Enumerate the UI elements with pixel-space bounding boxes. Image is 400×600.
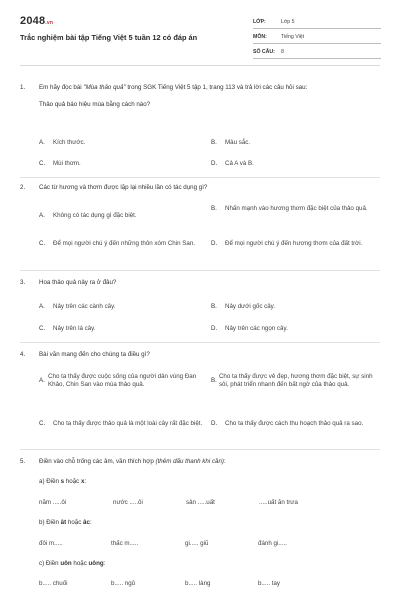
meta-value: Lớp 5: [281, 18, 295, 25]
logo-main: 2048: [20, 15, 46, 27]
logo-suffix: .vn: [45, 20, 54, 26]
question-3: [20, 279, 380, 287]
meta-row-class: [253, 14, 381, 29]
fill-part-a-label: a) Điền s hoặc x:: [39, 478, 87, 485]
option-letter: A.: [39, 139, 45, 146]
fill-part-b-label: b) Điền ât hoặc âc:: [39, 519, 92, 526]
book-title: "Mùa thảo quả": [83, 84, 126, 91]
meta-value: Tiếng Việt: [281, 33, 305, 40]
option-c[interactable]: C. Cho ta thấy được thảo quả là một loài cây rất đặc biệt.: [39, 420, 203, 427]
header-divider: [20, 65, 380, 66]
question-number: 3.: [20, 279, 26, 286]
question-number: 2.: [20, 184, 26, 191]
question-2: [20, 184, 380, 192]
question-stem: Điền vào chỗ trống các âm, vần thích hợp (thêm dấu thanh khi cần):: [39, 458, 226, 465]
fill-blank-item[interactable]: b..... làng: [185, 580, 211, 587]
question-number: 4.: [20, 351, 26, 358]
option-letter: D.: [211, 160, 218, 167]
question-stem: Em hãy đọc bài "Mùa thảo quả" trong SGK Tiếng Việt 5 tập 1, trang 113 và trả lời các câu hỏi sau:: [39, 84, 308, 91]
fill-blank-item[interactable]: đánh gi.....: [258, 540, 287, 547]
option-d[interactable]: D. Để mọi người chú ý đến hương thơm của đất trời.: [211, 240, 363, 247]
meta-value: 8: [281, 48, 284, 55]
meta-key: MÔN:: [253, 33, 267, 40]
fill-blank-item[interactable]: đôi m.....: [39, 540, 63, 547]
option-letter: C.: [39, 160, 46, 167]
question-divider: [20, 270, 380, 271]
page-title: Trắc nghiệm bài tập Tiếng Việt 5 tuần 12 có đáp án: [20, 33, 198, 42]
fill-blank-item[interactable]: .....uất ăn trưa: [259, 499, 298, 506]
meta-key: LỚP:: [253, 18, 266, 25]
option-b[interactable]: B. Màu sắc.: [211, 139, 251, 146]
fill-blank-item[interactable]: b..... ngủ: [111, 580, 136, 587]
fill-blank-item[interactable]: năm .....ôi: [39, 499, 67, 506]
question-number: 1.: [20, 84, 26, 91]
site-logo[interactable]: [20, 14, 53, 29]
meta-row-count: [253, 44, 381, 59]
option-b[interactable]: B. Cho ta thấy được vẻ đẹp, hương thơm đặc biệt, sự sinh sôi, phát triển nhanh đến bất ngờ của thảo quả.: [211, 373, 373, 389]
fill-blank-item[interactable]: gi..... giũ: [185, 540, 209, 547]
fill-blank-item[interactable]: b..... chuối: [39, 580, 68, 587]
fill-part-c-label: c) Điền uôn hoặc uông:: [39, 560, 106, 567]
option-d[interactable]: D. Cho ta thấy được cách thu hoạch thảo quả ra sao.: [211, 420, 364, 427]
question-stem: Bài văn mang đến cho chúng ta điều gì?: [39, 351, 150, 358]
option-c[interactable]: C. Nảy trên lá cây.: [39, 325, 96, 332]
meta-key: SỐ CÂU:: [253, 48, 275, 55]
option-b[interactable]: B. Nhấn mạnh vào hương thơm đặc biệt của thảo quả.: [211, 205, 368, 212]
question-number: 5.: [20, 458, 26, 465]
option-a[interactable]: A. Cho ta thấy được cuộc sống của người dân vùng Đan Khảo, Chin San vào mùa thảo quả.: [39, 373, 197, 389]
option-c[interactable]: C. Để mọi người chú ý đến những thôn xóm Chin San.: [39, 240, 196, 247]
question-divider: [20, 177, 380, 178]
meta-row-subject: [253, 29, 381, 44]
option-a[interactable]: A. Kích thước.: [39, 139, 86, 146]
option-a[interactable]: A. Không có tác dụng gì đặc biệt.: [39, 212, 137, 219]
option-a[interactable]: A. Nảy trên các cành cây.: [39, 303, 116, 310]
option-d[interactable]: D. Nảy trên các ngọn cây.: [211, 325, 288, 332]
fill-blank-item[interactable]: nước .....ôi: [113, 499, 143, 506]
meta-box: [253, 14, 381, 59]
question-stem: Hoa thảo quả nảy ra ở đâu?: [39, 279, 117, 286]
fill-blank-item[interactable]: sản .....uất: [186, 499, 215, 506]
question-subprompt: Thảo quả báo hiệu mùa bằng cách nào?: [39, 101, 151, 109]
question-4: [20, 351, 380, 359]
question-divider: [20, 342, 380, 343]
option-letter: B.: [211, 139, 217, 146]
question-stem: Các từ hương và thơm được lặp lại nhiều lần có tác dụng gì?: [39, 184, 208, 191]
question-divider: [20, 449, 380, 450]
fill-blank-item[interactable]: b..... tay: [258, 580, 281, 587]
question-1: [20, 84, 380, 110]
option-b[interactable]: B. Nảy dưới gốc cây.: [211, 303, 276, 310]
option-c[interactable]: C. Mùi thơm.: [39, 160, 81, 167]
question-5: [20, 458, 380, 466]
option-d[interactable]: D. Cả A và B.: [211, 160, 254, 167]
fill-blank-item[interactable]: thấc m.....: [111, 540, 139, 547]
